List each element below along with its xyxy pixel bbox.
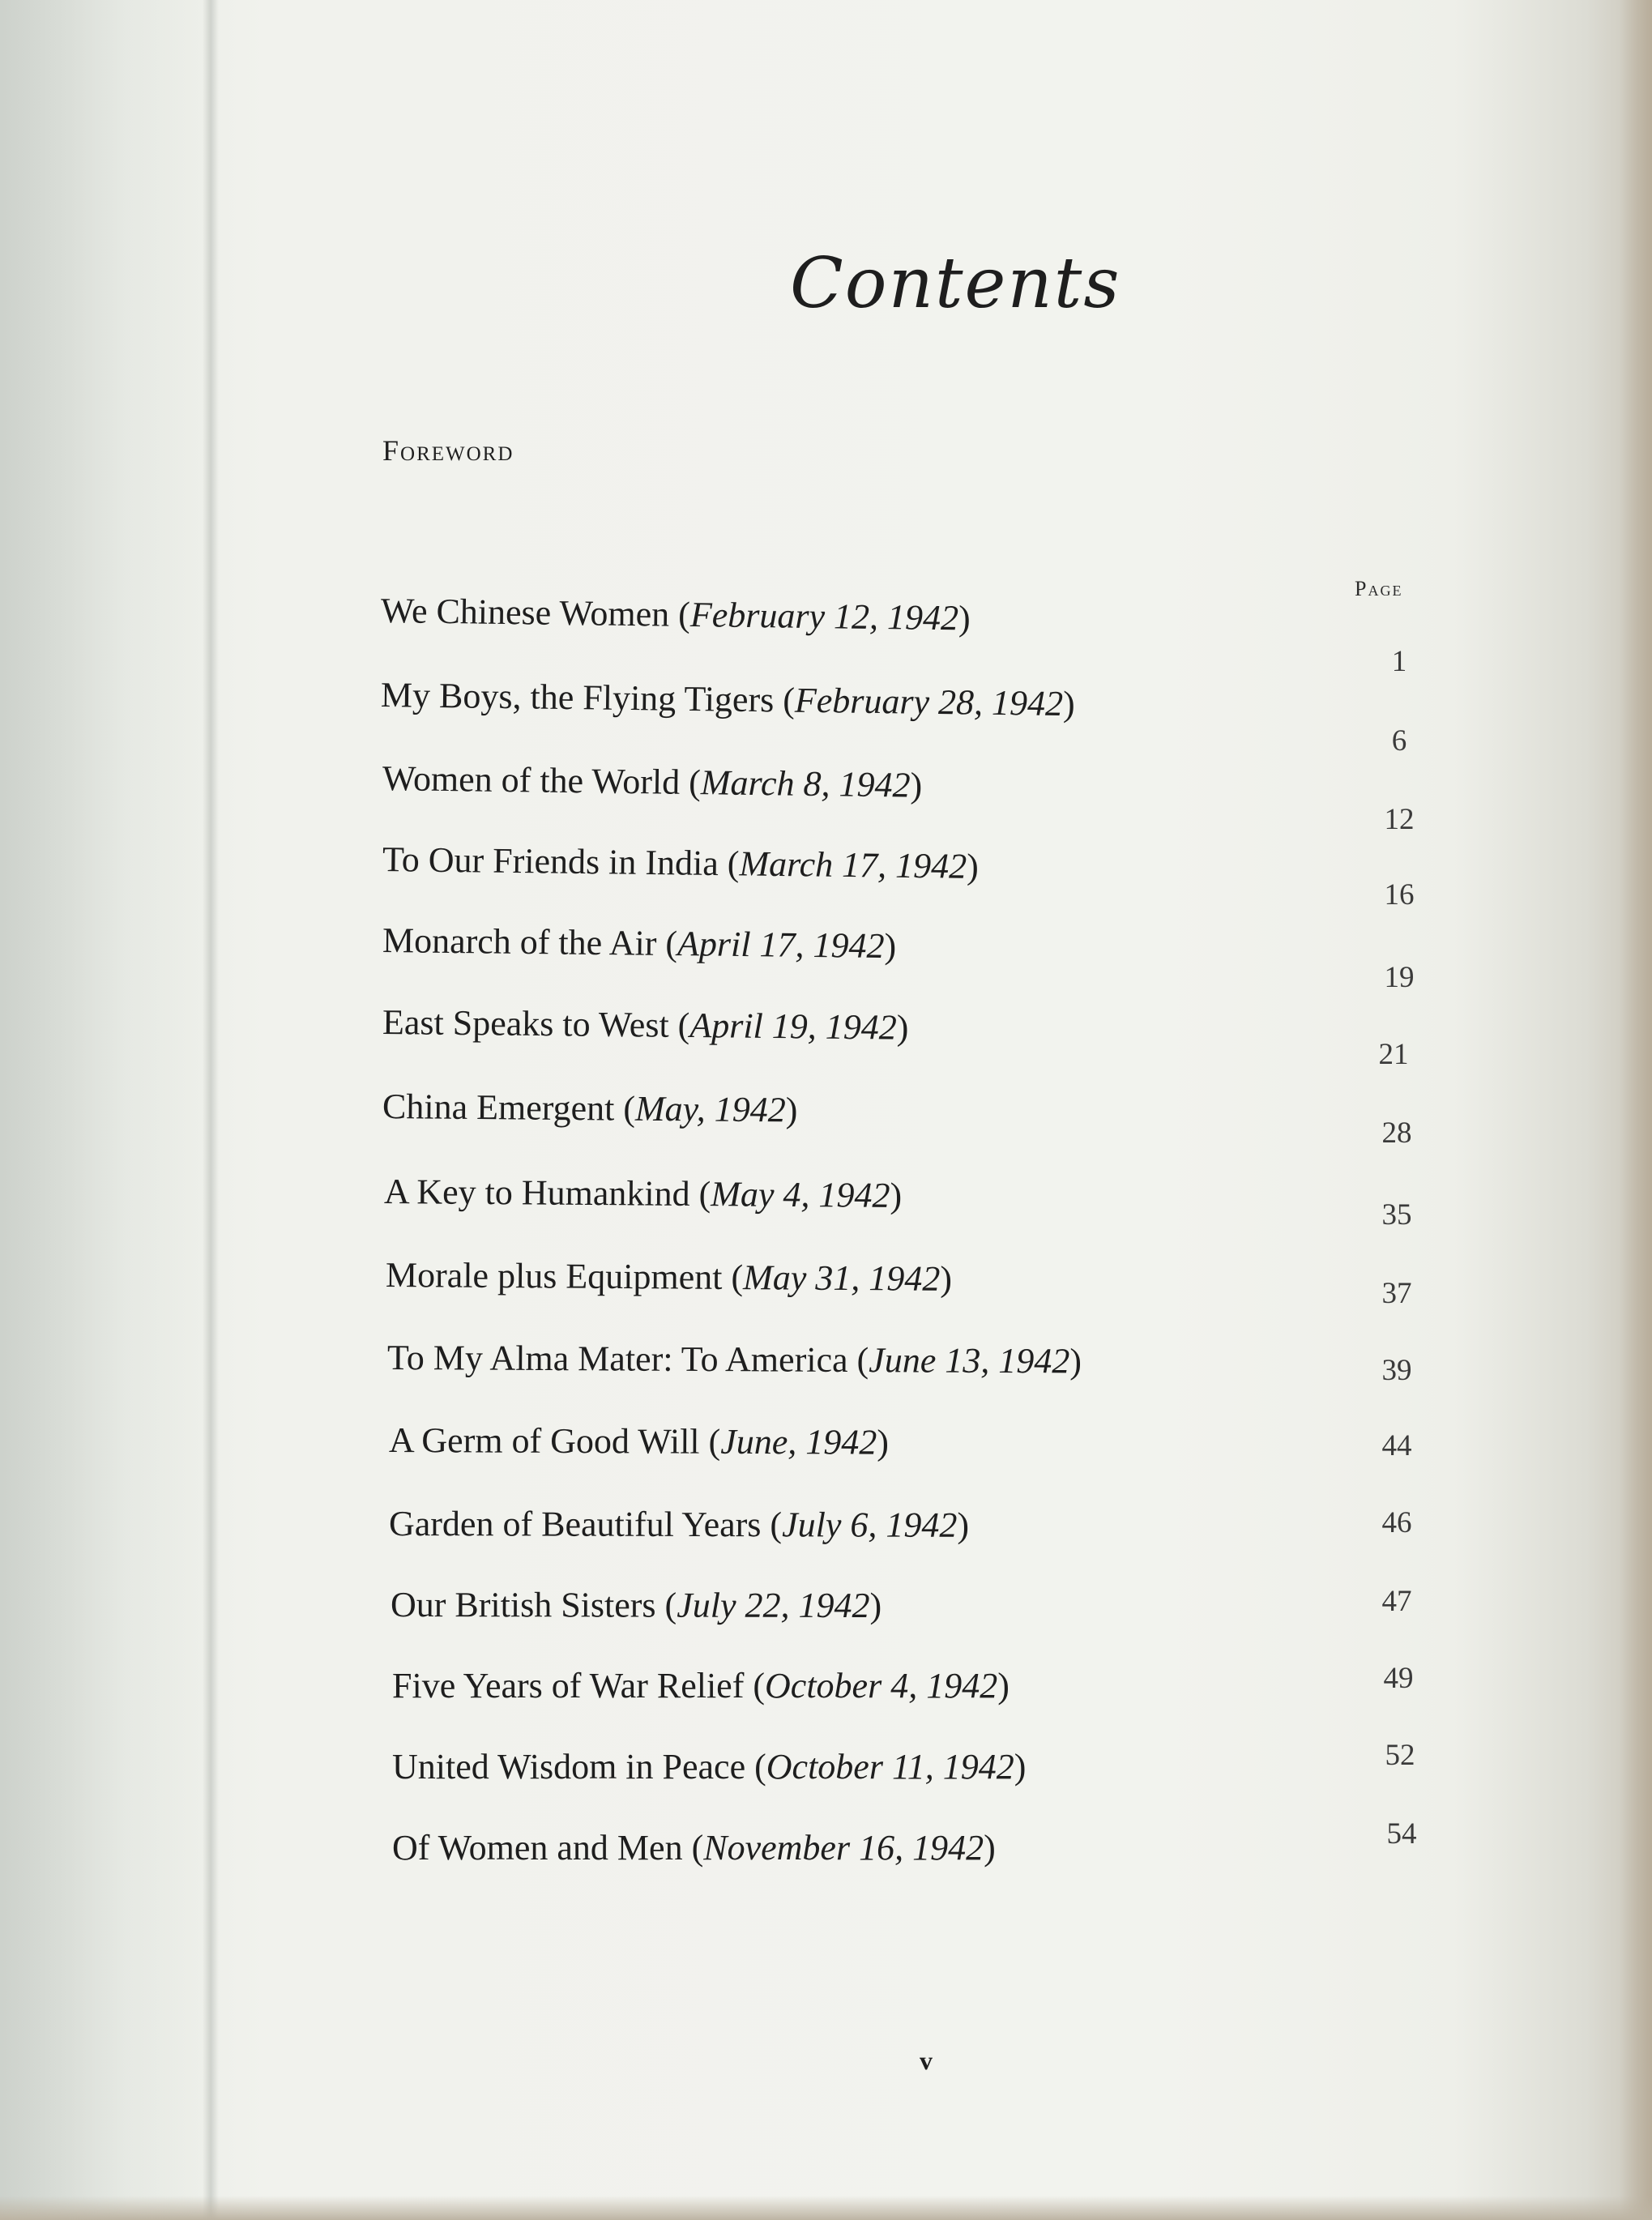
page-column-heading: Page bbox=[1355, 577, 1403, 600]
entry-date: June 13, 1942 bbox=[869, 1340, 1070, 1381]
entry-page: 47 bbox=[1381, 1585, 1412, 1618]
entry-date: May, 1942 bbox=[634, 1088, 786, 1130]
entry-page: 6 bbox=[1391, 724, 1407, 758]
page-shadow-left bbox=[0, 0, 211, 2220]
toc-entry: Women of the World (March 8, 1942) bbox=[382, 758, 923, 805]
page-folio: v bbox=[920, 2046, 933, 2075]
entry-title: To Our Friends in India bbox=[382, 839, 719, 884]
page-edge-bottom bbox=[0, 2196, 1652, 2220]
entry-page: 46 bbox=[1381, 1506, 1412, 1539]
entry-title: We Chinese Women bbox=[380, 591, 670, 634]
page-edge-right bbox=[1620, 0, 1652, 2220]
entry-date: October 11, 1942 bbox=[766, 1747, 1014, 1787]
toc-entry: To Our Friends in India (March 17, 1942) bbox=[382, 839, 980, 886]
entry-title: Garden of Beautiful Years bbox=[388, 1504, 762, 1545]
toc-entry: My Boys, the Flying Tigers (February 28, 1942) bbox=[380, 675, 1076, 724]
entry-date: April 17, 1942 bbox=[677, 924, 885, 967]
entry-page: 12 bbox=[1384, 803, 1415, 836]
entry-title: Of Women and Men bbox=[392, 1828, 683, 1868]
toc-entry: Garden of Beautiful Years (July 6, 1942) bbox=[388, 1504, 970, 1545]
page-title: Contents bbox=[790, 243, 1121, 324]
entry-page: 44 bbox=[1381, 1429, 1412, 1462]
entry-title: United Wisdom in Peace bbox=[392, 1747, 746, 1787]
entry-date: March 8, 1942 bbox=[700, 762, 911, 805]
entry-page: 1 bbox=[1391, 645, 1407, 678]
entry-date: October 4, 1942 bbox=[765, 1666, 998, 1706]
toc-entry: We Chinese Women (February 12, 1942) bbox=[380, 591, 971, 638]
entry-title: East Speaks to West bbox=[382, 1002, 669, 1045]
foreword-heading: Foreword bbox=[382, 434, 514, 467]
entry-date: November 16, 1942 bbox=[703, 1828, 984, 1868]
entry-title: Monarch of the Air bbox=[382, 920, 657, 963]
entry-page: 19 bbox=[1384, 961, 1415, 994]
entry-title: Five Years of War Relief bbox=[392, 1666, 745, 1706]
toc-entry: A Key to Humankind (May 4, 1942) bbox=[383, 1172, 903, 1216]
entry-page: 39 bbox=[1381, 1354, 1412, 1387]
toc-entry: Five Years of War Relief (October 4, 1942) bbox=[392, 1666, 1010, 1706]
entry-title: China Emergent bbox=[382, 1087, 615, 1129]
entry-page: 54 bbox=[1386, 1817, 1417, 1851]
entry-title: Women of the World bbox=[382, 758, 681, 802]
toc-entry: Of Women and Men (November 16, 1942) bbox=[392, 1828, 996, 1868]
entry-page: 35 bbox=[1381, 1198, 1412, 1232]
entry-page: 52 bbox=[1385, 1739, 1415, 1772]
toc-entry: China Emergent (May, 1942) bbox=[382, 1087, 798, 1130]
toc-entry: To My Alma Mater: To America (June 13, 1942) bbox=[386, 1338, 1082, 1381]
toc-entry: Our British Sisters (July 22, 1942) bbox=[390, 1585, 882, 1626]
entry-page: 28 bbox=[1381, 1116, 1412, 1150]
entry-date: February 28, 1942 bbox=[794, 680, 1064, 724]
entry-page: 21 bbox=[1378, 1038, 1409, 1071]
entry-title: A Key to Humankind bbox=[383, 1172, 690, 1214]
entry-date: July 6, 1942 bbox=[782, 1505, 958, 1545]
entry-title: Our British Sisters bbox=[390, 1585, 656, 1625]
entry-date: May 4, 1942 bbox=[711, 1174, 890, 1215]
entry-title: To My Alma Mater: To America bbox=[386, 1338, 848, 1380]
entry-title: Morale plus Equipment bbox=[385, 1255, 723, 1297]
toc-entry: United Wisdom in Peace (October 11, 1942) bbox=[392, 1747, 1027, 1787]
entry-page: 16 bbox=[1384, 878, 1415, 911]
entry-date: April 19, 1942 bbox=[689, 1005, 898, 1048]
toc-entry: A Germ of Good Will (June, 1942) bbox=[388, 1420, 890, 1462]
entry-date: June, 1942 bbox=[720, 1421, 877, 1462]
entry-date: February 12, 1942 bbox=[689, 595, 959, 638]
page-gutter bbox=[203, 0, 219, 2220]
entry-title: My Boys, the Flying Tigers bbox=[380, 675, 775, 720]
toc-entry: Monarch of the Air (April 17, 1942) bbox=[382, 920, 897, 967]
entry-date: May 31, 1942 bbox=[742, 1257, 941, 1299]
toc-entry: East Speaks to West (April 19, 1942) bbox=[382, 1002, 909, 1048]
toc-entry: Morale plus Equipment (May 31, 1942) bbox=[385, 1255, 953, 1299]
entry-title: A Germ of Good Will bbox=[388, 1420, 700, 1462]
entry-page: 49 bbox=[1383, 1662, 1414, 1695]
entry-date: July 22, 1942 bbox=[677, 1585, 870, 1626]
entry-page: 37 bbox=[1381, 1277, 1412, 1310]
entry-date: March 17, 1942 bbox=[739, 843, 967, 886]
